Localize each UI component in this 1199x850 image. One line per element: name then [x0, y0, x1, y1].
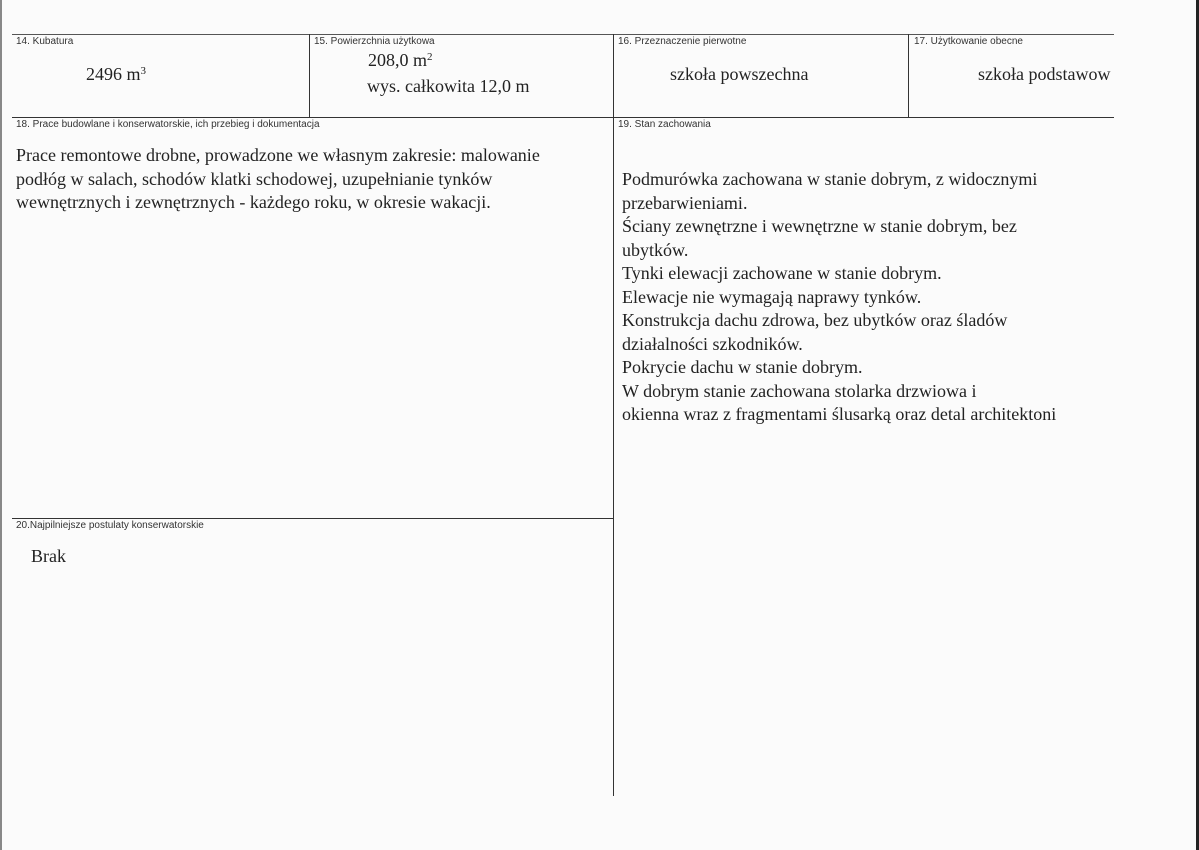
top-border-line: [12, 34, 1114, 35]
field15-label: 15. Powierzchnia użytkowa: [314, 36, 435, 47]
field19-line: W dobrym stanie zachowana stolarka drzwiowa i: [622, 380, 977, 401]
field15-unit-sup: 2: [427, 51, 433, 63]
field18-line: podłóg w salach, schodów klatki schodowej, uzupełnianie tynków: [16, 168, 493, 189]
field14-value-text: 2496 m: [86, 64, 141, 84]
field15-value: [368, 50, 433, 71]
field19-line: ubytków.: [622, 239, 689, 260]
field14-unit-sup: 3: [140, 65, 147, 77]
field19-line: Konstrukcja dachu zdrowa, bez ubytków oraz śladów: [622, 310, 1008, 330]
field18-line: Prace remontowe drobne, prowadzone we własnym zakresie: malowanie: [16, 145, 540, 165]
field19-line: działalności szkodników.: [622, 333, 803, 354]
field19-text: [622, 168, 1116, 427]
field14-label: 14. Kubatura: [16, 36, 74, 47]
field19-line: Ściany zewnętrzne i wewnętrzne w stanie dobrym, bez: [622, 216, 1017, 236]
field16-label: 16. Przeznaczenie pierwotne: [618, 36, 747, 47]
field19-line: Podmurówka zachowana w stanie dobrym, z widocznymi: [622, 169, 1038, 189]
divider-16-17: [908, 34, 909, 118]
field14-value: [86, 64, 146, 85]
field20-top-line: [12, 518, 614, 519]
field18-line: wewnętrznych i zewnętrznych - każdego roku, w okresie wakacji.: [16, 192, 491, 212]
field20-value: Brak: [31, 546, 66, 566]
divider-main: [613, 34, 614, 796]
field19-line: Elewacje nie wymagają naprawy tynków.: [622, 286, 922, 307]
field18-label: 18. Prace budowlane i konserwatorskie, ich przebieg i dokumentacja: [16, 119, 320, 130]
field19-line: Pokrycie dachu w stanie dobrym.: [622, 357, 863, 377]
row1-bottom-line: [12, 117, 1114, 118]
field17-value: szkoła podstawow: [978, 64, 1111, 84]
field17-label: 17. Użytkowanie obecne: [914, 36, 1023, 47]
field19-line: przebarwieniami.: [622, 192, 748, 213]
field19-label: 19. Stan zachowania: [618, 119, 711, 130]
field19-line: Tynki elewacji zachowane w stanie dobrym.: [622, 263, 942, 283]
field16-value: szkoła powszechna: [670, 64, 809, 84]
field20-label: 20.Najpilniejsze postulaty konserwatorskie: [16, 520, 204, 531]
divider-14-15: [309, 34, 310, 118]
scan-edge-left: [0, 0, 2, 850]
field15-height: wys. całkowita 12,0 m: [367, 76, 530, 96]
field19-line: okienna wraz z fragmentami ślusarką oraz detal architektoni: [622, 404, 1057, 424]
field15-value-text: 208,0 m: [368, 50, 428, 70]
field18-text: [16, 144, 540, 215]
